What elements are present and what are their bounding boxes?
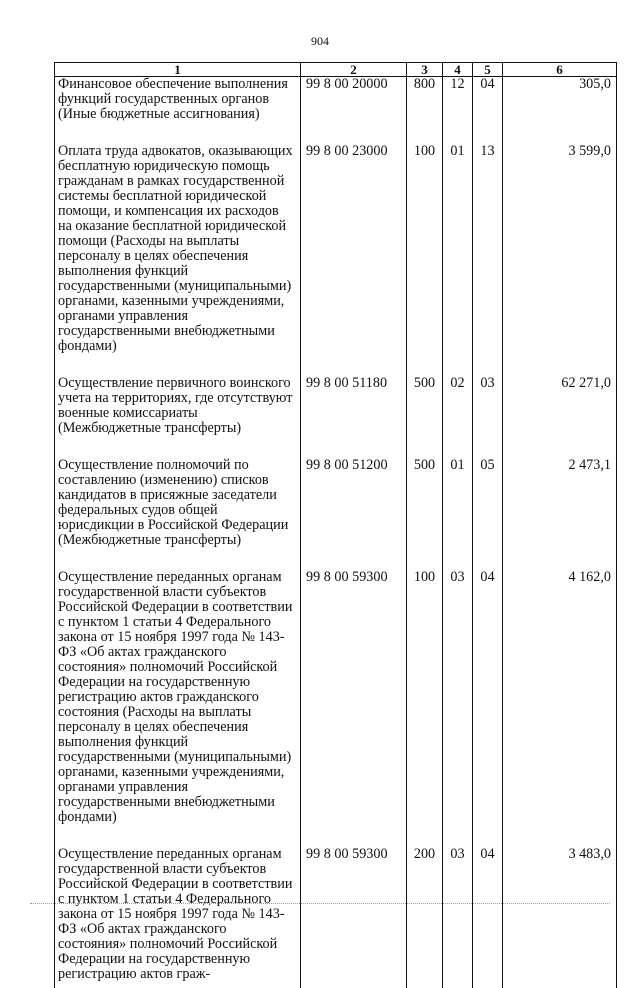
row-rz: 01	[443, 144, 473, 376]
column-header-4: 4	[443, 63, 473, 77]
row-name: Осуществление полномочий по составлению (изменению) списков кандидатов в присяжные заседатели федеральных судов общей юрисдикции в Российской Федерации (Межбюджетные трансферты)	[55, 458, 301, 570]
table-row	[55, 847, 617, 988]
row-name: Осуществление переданных органам государственной власти субъектов Российской Федерации в соответствии с пунктом 1 статьи 4 Федерального закона от 15 ноября 1997 года № 143-ФЗ «Об актах гражданского состояния» полномочий Российской Федерации на государственную регистрацию актов граж-	[55, 847, 301, 988]
row-code: 99 8 00 51180	[301, 376, 407, 458]
row-code: 99 8 00 20000	[301, 77, 407, 145]
row-code: 99 8 00 51200	[301, 458, 407, 570]
row-pr: 13	[473, 144, 503, 376]
row-pr: 03	[473, 376, 503, 458]
row-name: Осуществление первичного воинского учета на территориях, где отсутствуют военные комиссариаты (Межбюджетные трансферты)	[55, 376, 301, 458]
page-number: 904	[311, 34, 329, 48]
table-row	[55, 458, 617, 570]
row-sum: 305,0	[503, 77, 617, 145]
row-rz: 12	[443, 77, 473, 145]
row-pr: 04	[473, 77, 503, 145]
row-vr: 500	[407, 458, 443, 570]
table-header-row	[55, 63, 617, 77]
row-code: 99 8 00 59300	[301, 570, 407, 847]
row-vr: 100	[407, 144, 443, 376]
row-rz: 03	[443, 847, 473, 988]
row-sum: 4 162,0	[503, 570, 617, 847]
budget-table	[54, 62, 617, 988]
row-rz: 01	[443, 458, 473, 570]
row-code: 99 8 00 23000	[301, 144, 407, 376]
row-vr: 500	[407, 376, 443, 458]
row-sum: 62 271,0	[503, 376, 617, 458]
row-name: Финансовое обеспечение выполнения функций государственных органов (Иные бюджетные ассигнования)	[55, 77, 301, 145]
row-rz: 02	[443, 376, 473, 458]
row-pr: 04	[473, 570, 503, 847]
row-vr: 800	[407, 77, 443, 145]
column-header-1: 1	[55, 63, 301, 77]
row-pr: 05	[473, 458, 503, 570]
table-row	[55, 77, 617, 145]
row-name: Оплата труда адвокатов, оказывающих бесплатную юридическую помощь гражданам в рамках государственной системы бесплатной юридической помощи, и компенсация их расходов на оказание бесплатной юридической помощи (Расходы на выплаты персоналу в целях обеспечения выполнения функций государственными (муниципальными) органами, казенными учреждениями, органами управления государственными внебюджетными фондами)	[55, 144, 301, 376]
column-header-2: 2	[301, 63, 407, 77]
footer-rule	[30, 903, 610, 904]
row-name: Осуществление переданных органам государственной власти субъектов Российской Федерации в соответствии с пунктом 1 статьи 4 Федерального закона от 15 ноября 1997 года № 143-ФЗ «Об актах гражданского состояния» полномочий Российской Федерации на государственную регистрацию актов гражданского состояния (Расходы на выплаты персоналу в целях обеспечения выполнения функций государственными (муниципальными) органами, казенными учреждениями, органами управления государственными внебюджетными фондами)	[55, 570, 301, 847]
column-header-5: 5	[473, 63, 503, 77]
table-row	[55, 570, 617, 847]
row-vr: 200	[407, 847, 443, 988]
row-sum: 3 483,0	[503, 847, 617, 988]
row-sum: 3 599,0	[503, 144, 617, 376]
column-header-6: 6	[503, 63, 617, 77]
table-row	[55, 376, 617, 458]
row-code: 99 8 00 59300	[301, 847, 407, 988]
row-sum: 2 473,1	[503, 458, 617, 570]
row-rz: 03	[443, 570, 473, 847]
row-pr: 04	[473, 847, 503, 988]
column-header-3: 3	[407, 63, 443, 77]
row-vr: 100	[407, 570, 443, 847]
table-row	[55, 144, 617, 376]
